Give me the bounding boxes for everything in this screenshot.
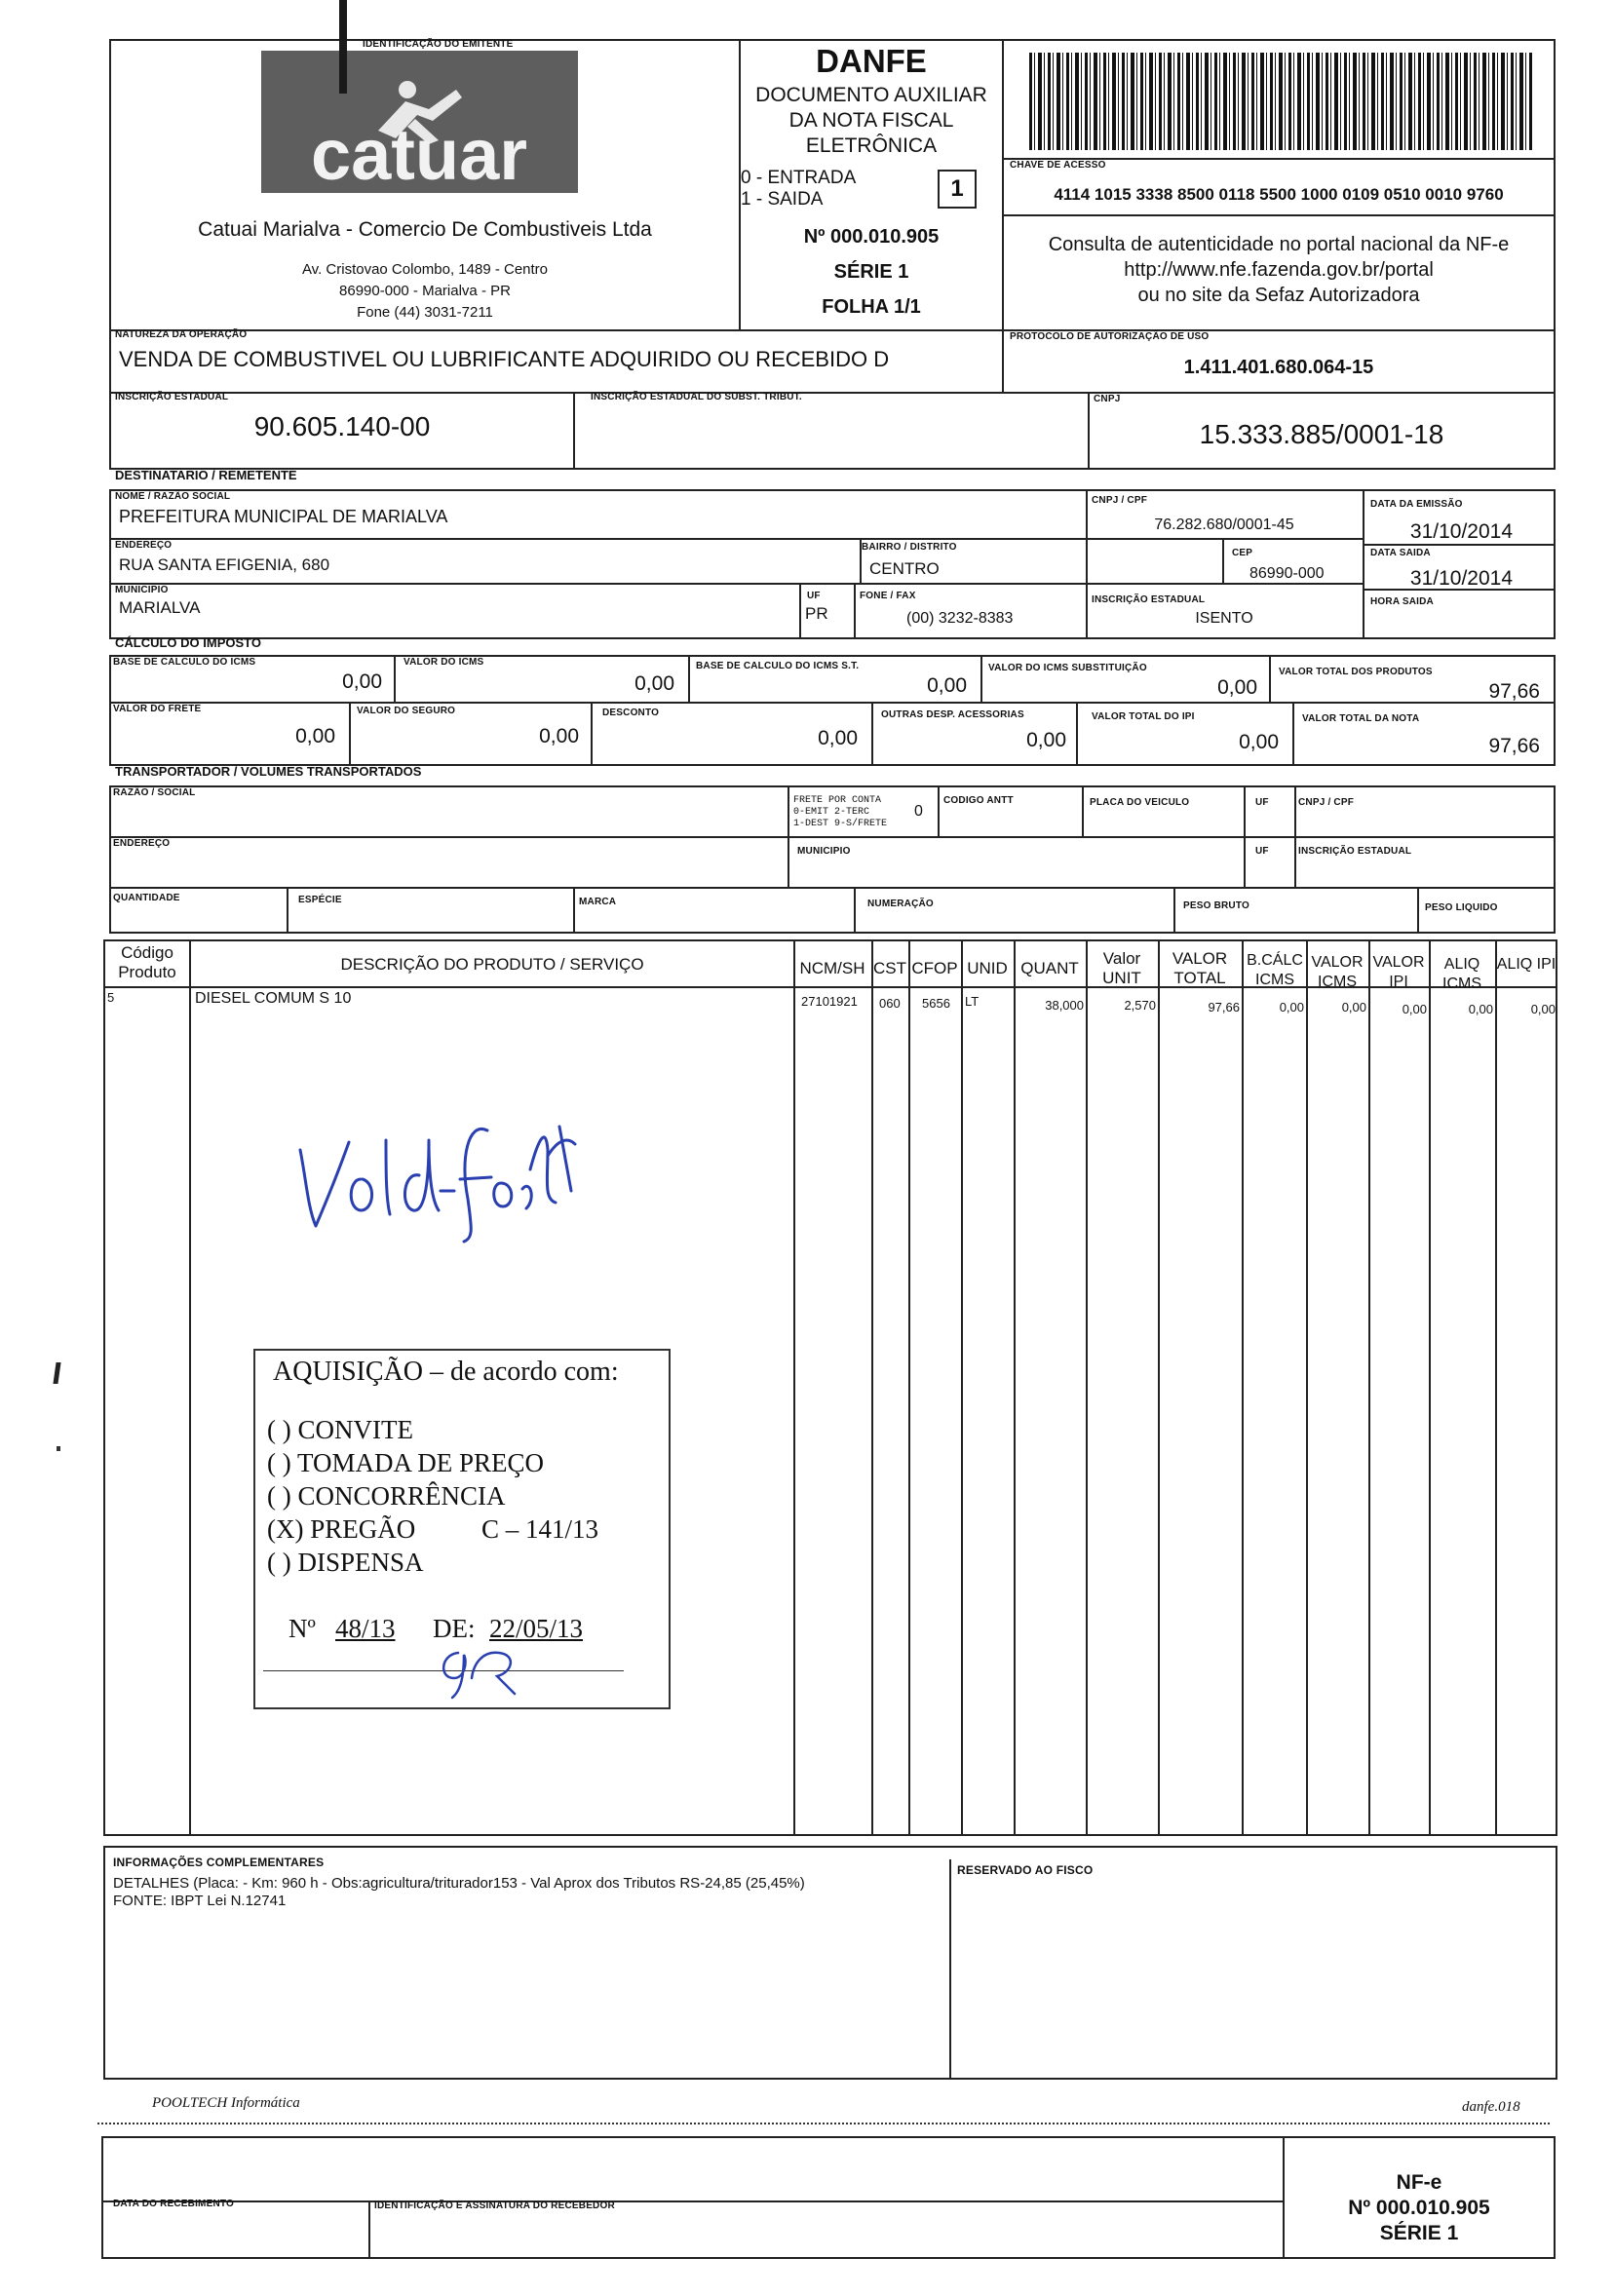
transp-cnpj-label: CNPJ / CPF	[1298, 797, 1355, 808]
logo-figure-icon	[261, 51, 578, 193]
imposto-v3	[980, 655, 982, 702]
desconto-label: DESCONTO	[602, 708, 660, 718]
dest-uf: PR	[805, 604, 828, 623]
th-aliqicms: ALIQ ICMS	[1442, 956, 1481, 992]
dest-hline-1b	[1363, 544, 1556, 546]
transp-hline-2	[109, 887, 1556, 889]
stamp-num: 48/13	[335, 1614, 396, 1643]
v-icms-label: VALOR DO ICMS	[404, 657, 484, 668]
th-descricao: DESCRIÇÃO DO PRODUTO / SERVIÇO	[340, 955, 644, 974]
transp-section-title: TRANSPORTADOR / VOLUMES TRANSPORTADOS	[115, 764, 422, 779]
info-label: INFORMAÇÕES COMPLEMENTARES	[113, 1856, 325, 1869]
bc-icms-label: BASE DE CALCULO DO ICMS	[113, 657, 256, 668]
nota-value: 97,66	[1488, 735, 1540, 757]
receb-label: DATA DO RECEBIMENTO	[113, 2199, 234, 2209]
consulta-line2: http://www.nfe.fazenda.gov.br/portal	[1124, 259, 1434, 281]
danfe-title: DANFE	[816, 43, 927, 79]
info-divider	[949, 1859, 951, 2080]
nota-label: VALOR TOTAL DA NOTA	[1302, 713, 1420, 724]
emitter-address1: Av. Cristovao Colombo, 1489 - Centro	[301, 261, 549, 278]
frete-label: VALOR DO FRETE	[113, 704, 202, 714]
stamp-de: 22/05/13	[489, 1614, 584, 1643]
col-sep-8	[1158, 939, 1160, 1836]
assin-label: IDENTIFICAÇÃO E ASSINATURA DO RECEBEDOR	[374, 2200, 615, 2211]
danfe-tipo-box: 1	[938, 170, 977, 209]
dest-name: PREFEITURA MUNICIPAL DE MARIALVA	[119, 507, 448, 526]
transp-razao-label: RAZÃO / SOCIAL	[113, 787, 196, 798]
frete-line2: 0-EMIT 2-TERC	[793, 807, 870, 818]
col-sep-5	[961, 939, 963, 1836]
stamp-convite: ( ) CONVITE	[267, 1415, 413, 1444]
row-vipi: 0,00	[1402, 1002, 1427, 1016]
receipt-numero: Nº 000.010.905	[1348, 2197, 1490, 2219]
row-ncm: 27101921	[801, 994, 858, 1009]
dest-saida-label: DATA SAIDA	[1370, 548, 1431, 558]
transp-v-antt	[938, 785, 940, 836]
emitter-id-label: IDENTIFICAÇÃO DO EMITENTE	[363, 39, 514, 50]
col-sep-6	[1014, 939, 1016, 1836]
th-bcicms: B.CÁLC ICMS	[1247, 952, 1303, 988]
cnpj-value: 15.333.885/0001-18	[1199, 419, 1444, 449]
transp-mun-label: MUNICIPIO	[797, 846, 851, 857]
dest-vline-fone	[854, 583, 856, 639]
dest-saida: 31/10/2014	[1409, 567, 1513, 590]
col-sep-13	[1495, 939, 1497, 1836]
dest-fone-label: FONE / FAX	[860, 591, 916, 601]
receipt-nfe: NF-e	[1396, 2171, 1442, 2194]
qtd-label: QUANTIDADE	[113, 893, 180, 903]
dest-emissao: 31/10/2014	[1409, 520, 1513, 543]
row-cfop: 5656	[922, 996, 950, 1011]
stamp-num-prefix: Nº	[288, 1614, 316, 1643]
dest-mun-label: MUNICIPIO	[115, 585, 169, 595]
row-vtotal: 97,66	[1208, 1000, 1240, 1014]
transp-uf-label: UF	[1255, 797, 1269, 808]
imposto-v4	[1269, 655, 1271, 702]
imposto-v7	[871, 702, 873, 766]
ipi-label: VALOR TOTAL DO IPI	[1092, 711, 1195, 722]
fisco-label: RESERVADO AO FISCO	[957, 1863, 1094, 1877]
dest-hline-2	[109, 583, 1363, 585]
dest-vline-uf	[799, 583, 801, 639]
frete-line3: 1-DEST 9-S/FRETE	[793, 819, 888, 829]
footer-dotted-line	[97, 2123, 1550, 2124]
emitter-address2: 86990-000 - Marialva - PR	[339, 283, 511, 299]
dest-vline-cnpj	[1086, 489, 1088, 585]
stamp-title: AQUISIÇÃO – de acordo com:	[273, 1357, 619, 1387]
transp-v-uf	[1244, 785, 1246, 887]
dest-cep: 86990-000	[1249, 565, 1325, 582]
v-icms-value: 0,00	[634, 672, 674, 695]
imposto-section-title: CÁLCULO DO IMPOSTO	[115, 635, 261, 650]
dest-section-title: DESTINATARIO / REMETENTE	[115, 468, 297, 482]
row-aliqipi: 0,00	[1530, 1002, 1556, 1016]
transp-ie-label: INSCRIÇÃO ESTADUAL	[1298, 846, 1412, 857]
danfe-serie: SÉRIE 1	[833, 261, 909, 283]
transp-v-placa	[1082, 785, 1084, 836]
col-sep-10	[1306, 939, 1308, 1836]
v-st-value: 0,00	[1217, 676, 1257, 699]
receipt-serie: SÉRIE 1	[1379, 2222, 1459, 2244]
stamp-initials	[429, 1633, 526, 1702]
dest-endereco: RUA SANTA EFIGENIA, 680	[119, 555, 330, 574]
dest-fone: (00) 3232-8383	[906, 610, 1014, 627]
dest-municipio: MARIALVA	[119, 598, 201, 617]
transp-v-cnpj	[1294, 785, 1296, 887]
margin-mark-1	[53, 1362, 60, 1384]
consulta-line3: ou no site da Sefaz Autorizadora	[1137, 285, 1420, 306]
barcode	[1029, 53, 1532, 150]
access-divider-2	[1002, 214, 1556, 216]
col-sep-1	[189, 939, 191, 1836]
row-unid: LT	[965, 994, 980, 1009]
th-ncm: NCM/SH	[799, 959, 865, 977]
frete-value-text: 0	[914, 803, 923, 820]
dest-ie: ISENTO	[1195, 610, 1253, 627]
access-key: 4114 1015 3338 8500 0118 5500 1000 0109 0510 0010 9760	[1054, 185, 1504, 204]
row-descricao: DIESEL COMUM S 10	[195, 990, 352, 1007]
stamp-dispensa: ( ) DISPENSA	[267, 1548, 424, 1577]
row-aliqicms: 0,00	[1468, 1002, 1493, 1016]
dest-cep-label: CEP	[1232, 548, 1253, 558]
danfe-entrada: 0 - ENTRADA	[741, 168, 857, 188]
especie-label: ESPÉCIE	[298, 895, 342, 905]
consulta-line1: Consulta de autenticidade no portal nacional da NF-e	[1048, 234, 1510, 255]
th-unid: UNID	[967, 959, 1008, 977]
placa-label: PLACA DO VEICULO	[1090, 797, 1190, 808]
protocolo-label: PROTOCOLO DE AUTORIZAÇÃO DE USO	[1010, 331, 1210, 342]
row-cst: 060	[879, 996, 901, 1011]
numeracao-label: NUMERAÇÃO	[867, 899, 934, 909]
th-codigo: Código Produto	[118, 943, 176, 981]
transp-v-peso	[1417, 887, 1419, 934]
dest-name-label: NOME / RAZÃO SOCIAL	[115, 491, 231, 502]
dest-vline-date	[1363, 489, 1364, 639]
col-sep-2	[793, 939, 795, 1836]
bc-st-value: 0,00	[927, 674, 967, 697]
th-vipi: VALOR IPI	[1372, 954, 1425, 990]
peso-liquido-label: PESO LIQUIDO	[1425, 902, 1498, 913]
v-prod-label: VALOR TOTAL DOS PRODUTOS	[1279, 667, 1433, 677]
dest-ie-label: INSCRIÇÃO ESTADUAL	[1092, 594, 1206, 605]
cnpj-label: CNPJ	[1094, 394, 1121, 404]
staple-mark	[339, 0, 347, 94]
emitter-phone: Fone (44) 3031-7211	[357, 304, 493, 321]
ie-label: INSCRIÇÃO ESTADUAL	[115, 392, 229, 402]
desconto-value: 0,00	[818, 727, 858, 749]
transp-hline-1	[109, 836, 1556, 838]
dest-hora-label: HORA SAIDA	[1370, 596, 1434, 607]
ie-value: 90.605.140-00	[253, 411, 431, 441]
footer-code: danfe.018	[1462, 2099, 1520, 2115]
imposto-v6	[591, 702, 593, 766]
stamp-pregao-ref: C – 141/13	[481, 1514, 599, 1544]
protocolo-value: 1.411.401.680.064-15	[1183, 357, 1374, 378]
stamp-concorrencia: ( ) CONCORRÊNCIA	[267, 1481, 506, 1511]
danfe-subtitle3: ELETRÔNICA	[805, 134, 938, 157]
row-quant: 38,000	[1045, 998, 1084, 1013]
dest-hline-1	[109, 538, 1363, 540]
emitter-name: Catuai Marialva - Comercio De Combustiveis Ltda	[198, 218, 652, 241]
outras-value: 0,00	[1026, 729, 1066, 751]
marca-label: MARCA	[579, 897, 617, 907]
th-vtotal: VALOR TOTAL	[1172, 949, 1228, 987]
handwritten-signature	[292, 1082, 585, 1247]
seguro-label: VALOR DO SEGURO	[357, 706, 456, 716]
stamp-tomada: ( ) TOMADA DE PREÇO	[267, 1448, 545, 1477]
info-line2: FONTE: IBPT Lei N.12741	[113, 1893, 287, 1909]
th-quant: QUANT	[1020, 959, 1079, 977]
transp-v-num	[1173, 887, 1175, 934]
ie-st-box	[573, 392, 1090, 470]
dest-vline-cep	[1222, 538, 1224, 583]
row-codigo: 5	[107, 990, 115, 1005]
danfe-saida: 1 - SAIDA	[741, 189, 824, 210]
transp-end-label: ENDEREÇO	[113, 838, 171, 849]
imposto-v2	[688, 655, 690, 702]
bc-st-label: BASE DE CALCULO DO ICMS S.T.	[696, 661, 860, 671]
transp-v-frete	[788, 785, 789, 887]
seguro-value: 0,00	[539, 725, 579, 747]
col-sep-4	[908, 939, 910, 1836]
dest-bairro-label: BAIRRO / DISTRITO	[862, 542, 957, 553]
th-cfop: CFOP	[911, 959, 958, 977]
transp-v-qtd	[287, 887, 288, 934]
th-vicms: VALOR ICMS	[1311, 954, 1364, 990]
imposto-v9	[1292, 702, 1294, 766]
v-prod-value: 97,66	[1488, 680, 1540, 703]
natureza-label: NATUREZA DA OPERAÇÃO	[115, 329, 248, 340]
outras-label: OUTRAS DESP. ACESSORIAS	[881, 709, 1024, 720]
company-logo	[261, 51, 578, 193]
dest-bairro: CENTRO	[869, 559, 940, 578]
th-aliqipi: ALIQ IPI	[1496, 956, 1556, 973]
col-sep-9	[1242, 939, 1244, 1836]
col-sep-7	[1086, 939, 1088, 1836]
imposto-v5	[349, 702, 351, 766]
peso-bruto-label: PESO BRUTO	[1183, 900, 1249, 911]
natureza-value: VENDA DE COMBUSTIVEL OU LUBRIFICANTE ADQUIRIDO OU RECEBIDO D	[119, 347, 890, 371]
footer-brand: POOLTECH Informática	[152, 2095, 300, 2111]
margin-mark-2	[57, 1446, 60, 1451]
col-sep-11	[1368, 939, 1370, 1836]
dest-end-label: ENDEREÇO	[115, 540, 173, 551]
receipt-hline	[101, 2200, 1285, 2202]
col-sep-3	[871, 939, 873, 1836]
stamp-pregao: (X) PREGÃO	[267, 1514, 416, 1544]
frete-value: 0,00	[295, 725, 335, 747]
transp-v-especie	[573, 887, 575, 934]
danfe-subtitle1: DOCUMENTO AUXILIAR	[755, 84, 987, 106]
ie-st-label: INSCRIÇÃO ESTADUAL DO SUBST. TRIBUT.	[591, 392, 802, 402]
imposto-v1	[394, 655, 396, 702]
info-line1: DETALHES (Placa: - Km: 960 h - Obs:agricultura/triturador153 - Val Aprox dos Tributos RS-24,85 (25,45%)	[113, 1875, 805, 1892]
antt-label: CODIGO ANTT	[943, 795, 1014, 806]
th-vunit: Valor UNIT	[1102, 949, 1141, 987]
transp-uf2-label: UF	[1255, 846, 1269, 857]
stamp-de-prefix: DE:	[433, 1614, 476, 1643]
ipi-value: 0,00	[1239, 731, 1279, 753]
danfe-numero: Nº 000.010.905	[803, 226, 940, 248]
dest-cnpj: 76.282.680/0001-45	[1154, 517, 1294, 533]
frete-line1: FRETE POR CONTA	[793, 795, 882, 806]
access-key-label: CHAVE DE ACESSO	[1010, 160, 1106, 171]
row-vunit: 2,570	[1124, 998, 1156, 1013]
dest-uf-label: UF	[807, 591, 821, 601]
receipt-v1	[368, 2200, 370, 2259]
imposto-v8	[1076, 702, 1078, 766]
v-st-label: VALOR DO ICMS SUBSTITUIÇÃO	[988, 663, 1147, 673]
transp-v-marca	[854, 887, 856, 934]
bc-icms-value: 0,00	[342, 670, 382, 693]
logo-text: catuar	[310, 114, 528, 193]
danfe-folha: FOLHA 1/1	[822, 296, 921, 318]
dest-cnpj-label: CNPJ / CPF	[1092, 495, 1148, 506]
th-cst: CST	[873, 959, 906, 977]
col-sep-12	[1429, 939, 1431, 1836]
row-bcicms: 0,00	[1279, 1000, 1304, 1014]
danfe-subtitle2: DA NOTA FISCAL	[788, 109, 954, 132]
dest-emissao-label: DATA DA EMISSÃO	[1370, 499, 1463, 510]
row-vicms: 0,00	[1341, 1000, 1366, 1014]
